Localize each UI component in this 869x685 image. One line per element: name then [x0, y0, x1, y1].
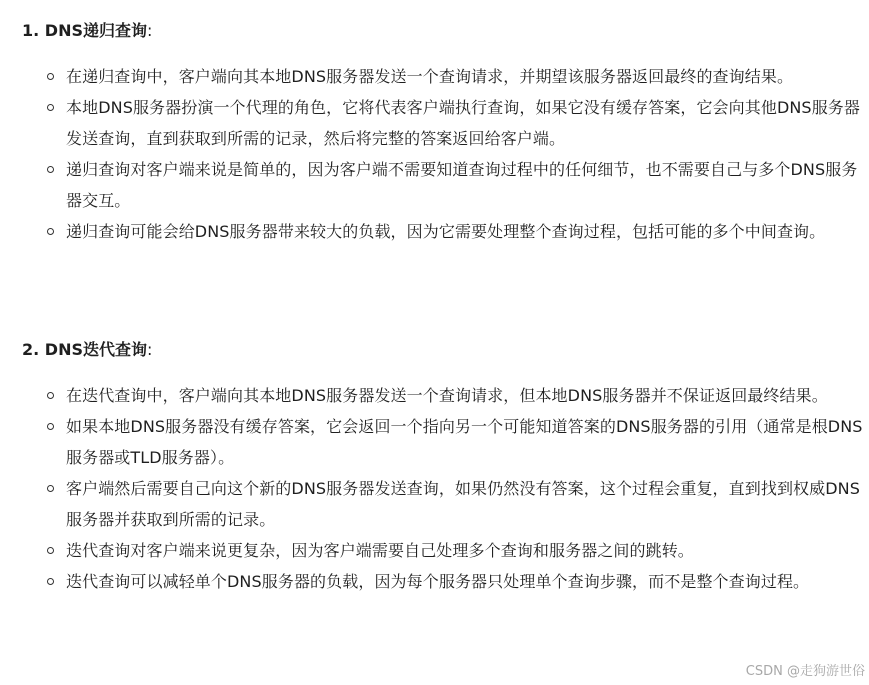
section-colon: :: [147, 21, 153, 40]
list-item-text: 本地DNS服务器扮演一个代理的角色，它将代表客户端执行查询，如果它没有缓存答案，它会向其他DNS服务器发送查询，直到获取到所需的记录，然后将完整的答案返回给客户端。: [66, 98, 860, 148]
list-item: [0, 473, 869, 535]
list-item-text: 递归查询可能会给DNS服务器带来较大的负载，因为它需要处理整个查询过程，包括可能的多个中间查询。: [66, 222, 826, 241]
list-item-text: 在迭代查询中，客户端向其本地DNS服务器发送一个查询请求，但本地DNS服务器并不保证返回最终结果。: [66, 386, 828, 405]
section-title: DNS迭代查询: [44, 340, 147, 359]
iterative-query-list: [0, 380, 869, 597]
list-item: [0, 154, 869, 216]
list-item: [0, 92, 869, 154]
list-item: [0, 61, 869, 92]
hollow-circle-bullet-icon: [47, 547, 54, 554]
section-title: DNS递归查询: [44, 21, 147, 40]
recursive-query-list: [0, 61, 869, 247]
list-item: [0, 411, 869, 473]
hollow-circle-bullet-icon: [47, 423, 54, 430]
watermark: CSDN @走狗游世俗: [745, 664, 865, 679]
hollow-circle-bullet-icon: [47, 166, 54, 173]
list-item-text: 迭代查询对客户端来说更复杂，因为客户端需要自己处理多个查询和服务器之间的跳转。: [66, 541, 694, 560]
hollow-circle-bullet-icon: [47, 485, 54, 492]
section-heading-iterative: [22, 339, 152, 361]
list-item: [0, 535, 869, 566]
section-number: 1.: [22, 21, 40, 40]
hollow-circle-bullet-icon: [47, 392, 54, 399]
hollow-circle-bullet-icon: [47, 73, 54, 80]
list-item: [0, 216, 869, 247]
list-item: [0, 380, 869, 411]
hollow-circle-bullet-icon: [47, 104, 54, 111]
list-item-text: 递归查询对客户端来说是简单的，因为客户端不需要知道查询过程中的任何细节，也不需要自己与多个DNS服务器交互。: [66, 160, 858, 210]
list-item-text: 迭代查询可以减轻单个DNS服务器的负载，因为每个服务器只处理单个查询步骤，而不是整个查询过程。: [66, 572, 810, 591]
section-colon: :: [147, 340, 153, 359]
section-heading-recursive: [22, 20, 152, 42]
list-item-text: 客户端然后需要自己向这个新的DNS服务器发送查询，如果仍然没有答案，这个过程会重复，直到找到权威DNS服务器并获取到所需的记录。: [66, 479, 860, 529]
section-number: 2.: [22, 340, 40, 359]
list-item: [0, 566, 869, 597]
list-item-text: 如果本地DNS服务器没有缓存答案，它会返回一个指向另一个可能知道答案的DNS服务器的引用（通常是根DNS服务器或TLD服务器）。: [66, 417, 863, 467]
hollow-circle-bullet-icon: [47, 228, 54, 235]
hollow-circle-bullet-icon: [47, 578, 54, 585]
list-item-text: 在递归查询中，客户端向其本地DNS服务器发送一个查询请求，并期望该服务器返回最终的查询结果。: [66, 67, 794, 86]
